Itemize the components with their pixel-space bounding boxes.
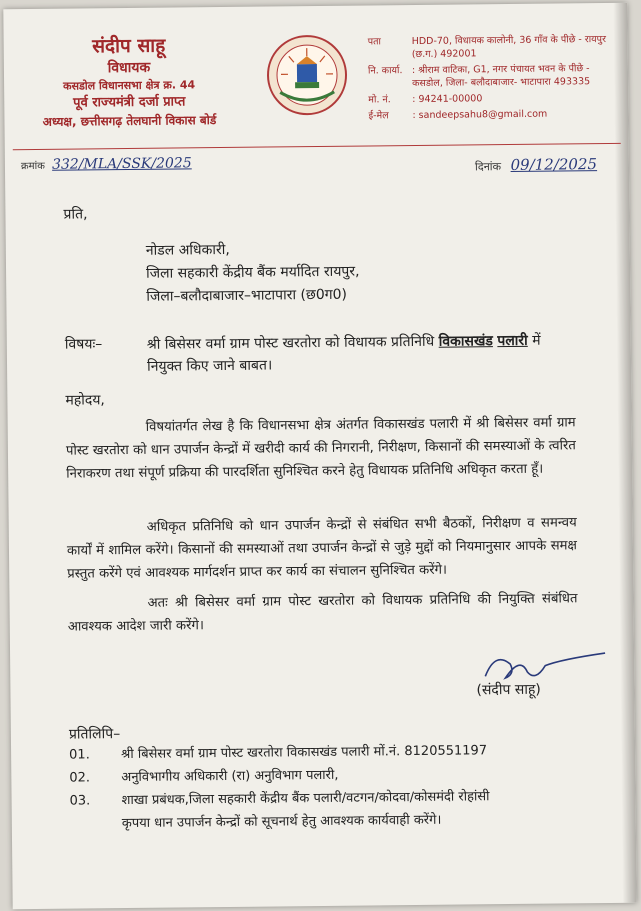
page-shadow-edge xyxy=(613,3,636,903)
subject-text xyxy=(147,329,577,378)
letterhead-left xyxy=(14,33,245,131)
contact-value: : 94241-00000 xyxy=(412,93,483,106)
letter-page xyxy=(3,3,636,909)
copy-text: शाखा प्रबंधक,जिला सहकारी केंद्रीय बैंक पलारी/वटगन/कोदवा/कोसमंदी रोहांसी xyxy=(121,789,490,809)
board-chair: अध्यक्ष, छत्तीसगढ़ तेलघानी विकास बोर्ड xyxy=(42,113,217,129)
paragraph-3 xyxy=(67,587,577,638)
paragraph-1 xyxy=(66,411,577,485)
signatory-name: (संदीप साहू) xyxy=(476,681,541,699)
contact-key: मो. नं. xyxy=(368,94,391,106)
contact-row-email xyxy=(368,107,618,123)
copy-number: 01. xyxy=(69,747,90,763)
paragraph-text: विषयांतर्गत लेख है कि विधानसभा क्षेत्र अंतर्गत विकासखंड पलारी में श्री बिसेसर वर्मा ग्राम पोस्ट खरतोरा को धान उपार्जन केन्द्रों में खरीदी कार्य की निगरानी, निरीक्षण, किसानों की समस्याओं के त्वरित निराकरण तथा संपूर्ण प्रक्रिया की पारदर्शिता सुनिश्चित करने हेतु विधायक प्रतिनिधि अधिकृत करता हूँ। xyxy=(65,415,576,482)
subject-emphasis: पलारी xyxy=(497,332,528,350)
reference-label: क्रमांक xyxy=(20,160,45,173)
letterhead-divider xyxy=(13,143,621,150)
copy-text: श्री बिसेसर वर्मा ग्राम पोस्ट खरतोरा विकासखंड पलारी मों.नं. 8120551197 xyxy=(121,743,488,763)
reference-number xyxy=(21,155,192,173)
constituency: कसडोल विधानसभा क्षेत्र क्र. 44 xyxy=(63,78,196,93)
paragraph-text: अधिकृत प्रतिनिधि को धान उपार्जन केन्द्रों से संबंधित सभी बैठकों, निरीक्षण व समन्वय कार्यों में शामिल करेंगे। किसानों की समस्याओं तथा उपार्जन केन्द्रों से जुड़े मुद्दों को नियमानुसार आपके समक्ष प्रस्तुत करेंगे एवं आवश्यक मार्गदर्शन प्राप्त कर कार्य का संचालन सुनिश्चित करेंगे। xyxy=(66,515,578,582)
contact-key: पता xyxy=(367,36,382,48)
recipient-address xyxy=(146,238,360,309)
copy-number: 02. xyxy=(69,770,91,786)
copy-to-label: प्रतिलिपि– xyxy=(68,726,121,743)
letterhead-contacts xyxy=(368,33,619,126)
copy-list xyxy=(69,739,600,836)
assembly-seal-icon xyxy=(266,34,349,117)
date-value: 09/12/2025 xyxy=(510,155,598,174)
paragraph-text: अतः श्री बिसेसर वर्मा ग्राम पोस्ट खरतोरा को विधायक प्रतिनिधि की नियुक्ति संबंधित आवश्यक आदेश जारी करेंगे। xyxy=(67,591,578,635)
subject-label: विषयः– xyxy=(64,336,103,353)
salutation: महोदय, xyxy=(65,392,105,409)
contact-key: ई-मेल xyxy=(368,110,389,122)
mla-title: विधायक xyxy=(107,59,151,77)
date-label: दिनांक xyxy=(474,160,502,174)
contact-value: : sandeepsahu8@gmail.com xyxy=(412,108,548,122)
subject-part: श्री बिसेसर वर्मा ग्राम पोस्ट खरतोरा को विधायक प्रतिनिधि xyxy=(146,333,435,353)
closing-line: कृपया धान उपार्जन केन्द्रों को सूचनार्थ हेतु आवश्यक कार्यवाही करेंगे। xyxy=(121,812,442,832)
copy-number: 03. xyxy=(69,793,91,809)
subject-part: में नियुक्त किए जाने बाबत। xyxy=(146,332,541,375)
address-line: नोडल अधिकारी, xyxy=(145,241,230,259)
contact-value: : श्रीराम वाटिका, G1, नगर पंचायत भवन के पीछे - कसडोल, जिला- बलौदाबाजार- भाटापारा 493335 xyxy=(411,63,591,90)
mla-name: संदीप साहू xyxy=(92,34,166,58)
contact-value: HDD-70, विधायक कालोनी, 36 गाँव के पीछे - रायपुर (छ.ग.) 492001 xyxy=(411,33,607,61)
copy-text: अनुविभागीय अधिकारी (रा) अनुविभाग पलारी, xyxy=(121,767,339,786)
contact-key: नि. कार्या. xyxy=(367,65,403,77)
address-line: जिला सहकारी केंद्रीय बैंक मर्यादित रायपुर, xyxy=(145,263,360,282)
letter-date xyxy=(475,155,597,174)
former-rank: पूर्व राज्यमंत्री दर्जा प्राप्त xyxy=(73,94,186,111)
contact-row-mobile xyxy=(368,91,618,107)
reference-value: 332/MLA/SSK/2025 xyxy=(51,155,192,173)
subject-emphasis: विकासखंड xyxy=(438,333,493,350)
address-line: जिला–बलौदाबाजार–भाटापारा (छ0ग0) xyxy=(146,286,348,305)
paragraph-2 xyxy=(67,511,578,585)
to-label: प्रति, xyxy=(63,206,88,223)
contact-row-office xyxy=(368,62,618,91)
contact-row-address xyxy=(368,33,618,62)
